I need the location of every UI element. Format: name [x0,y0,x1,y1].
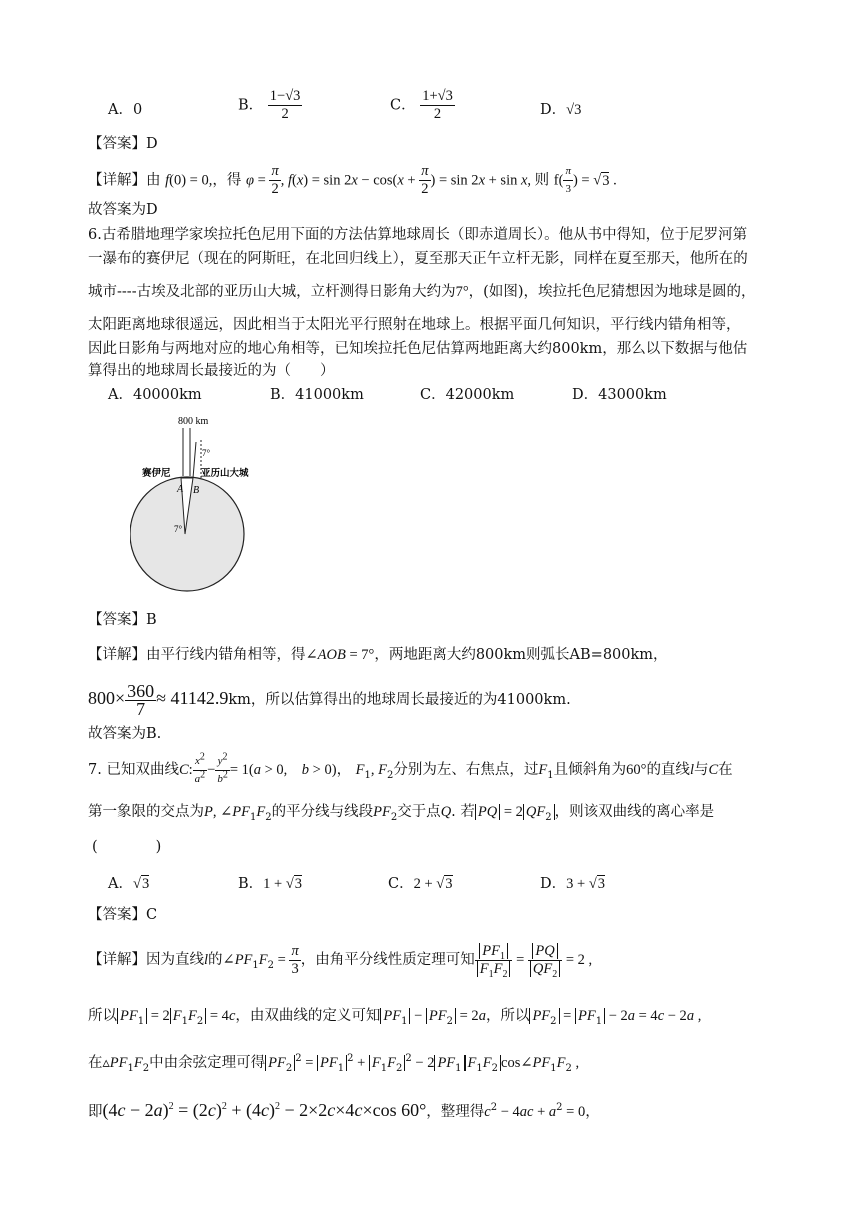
q7-option-c-label: C． [388,876,414,892]
q6-line-3b: ，(如图)，埃拉托色尼猜想因为地球是圆的， [468,284,756,300]
q7-line-1-tail4: 与 [693,762,709,778]
q7-line-1-tail: 分别为左、右焦点，过 [393,762,539,778]
q7-answer: 【答案】C [88,907,158,923]
label-a: A [177,484,184,495]
q7-line-2-mid: 的平分线与线段 [271,804,374,820]
q6-detail-1: 【详解】由平行线内错角相等，得∠AOB = 7°，两地距离大约800km则弧长AB=800km， [88,647,668,663]
q7-option-d-label: D． [540,876,567,892]
q7-line-1-tail3: 的直线 [646,762,690,778]
q7-option-a: A．√3 [108,876,150,892]
q7-paren: ( ) [92,839,162,855]
q6-option-b: B．41000km [270,387,364,403]
q6-line-5: 因此日影角与两地对应的地心角相等，已知埃拉托色尼估算两地距离大约800km，那么以下数据与他估 [88,341,748,357]
q7-detail-1-mid2: ，由角平分线性质定理可知 [300,952,475,968]
q6-detail-2-right: ≈ 41142.9 [156,688,229,708]
q6-detail-2-tail: km，所以估算得出的地球周长最接近的为41000km. [228,692,571,708]
q6-detail-2-denominator: 7 [136,698,146,719]
q7-detail-4-head: 即 [88,1104,103,1120]
q5-option-b-numerator: 1−√3 [269,88,301,104]
q7-detail-2-mid: ，由双曲线的定义可知 [235,1008,381,1024]
q6-detail-2 [88,676,571,722]
q7-line-2-mid3: . 若 [451,804,475,820]
q7-option-c: C．2 + √3 [388,876,453,892]
q6-conclusion: 故答案为B. [88,726,162,742]
q7-option-d: D．3 + √3 [540,876,606,892]
label-800km: 800 km [178,416,209,427]
q5-option-c-denominator: 2 [433,106,442,122]
q6-line-3a: 城市----古埃及北部的亚历山大城，立杆测得日影角大约为 [88,284,456,300]
label-syene: 赛伊尼 [142,468,171,479]
q6-option-a: A．40000km [108,387,202,403]
q5-option-c-label: C． [390,97,416,114]
q7-detail-3: 在$▵PF_1F_2$中由余弦定理可得 $PF_2^2 = PF_1^2 + F_1F_2^2 - 2$ $PF_1$ $F_1F_2$ $\cos\angle PF_1F_2$ , [88,1053,580,1074]
q5-detail: 【详解】由 f(0) = 0,，得 φ = $\frac{\pi}{2}$ , f(x) = sin 2x − cos(x + $\frac{\pi}{2}$ ) = sin 2x + sin x, 则 f( $\frac{\pi}{3}$ ) = √3 . [88,163,617,197]
q6-detail-1b: ，两地距离大约800km则弧长AB=800km， [374,647,668,663]
q5-option-d-label: D． [540,102,567,118]
q6-option-c: C．42000km [420,387,515,403]
q5-detail-head: 【详解】由 [88,172,161,189]
q7-detail-4: 即$(4c - 2a)^2 = (2c)^2 + (4c)^2 - 2\times 2c\times 4c\times\cos$ 60°，整理得$c^2 - 4ac + a^2 = 0$， [88,1100,600,1120]
q7-detail-3-mid: 中由余弦定理可得 [149,1055,266,1071]
q6-line-4: 太阳距离地球很遥远，因此相当于太阳光平行照射在地球上。根据平面几何知识，平行线内错角相等， [88,317,741,333]
q6-option-d: D．43000km [572,387,667,403]
q7-line-2-head: 第一象限的交点为 [88,804,204,820]
stick-line [193,442,196,478]
q7-detail-2-mid2: ，所以 [485,1008,530,1024]
q5-conclusion: 故答案为D [88,202,158,218]
q7-detail-3-head: 在 [88,1055,103,1071]
q6-line-3: 城市----古埃及北部的亚历山大城，立杆测得日影角大约为7°，(如图)，埃拉托色尼猜想因为地球是圆的， [88,284,756,300]
q7-line-1-mid: ， [336,762,352,778]
q7-detail-1-head: 【详解】因为直线 [88,952,204,968]
q6-line-2: 一瀑布的赛伊尼（现在的阿斯旺，在北回归线上），夏至那天正午立杆无影，同样在夏至那天，他所在的 [88,251,748,267]
q5-detail-text1: ，得 [212,172,242,189]
label-angle-center: 7° [174,524,183,534]
q7-detail-4-tail: ， [585,1104,600,1120]
q6-detail-2-left: 800× [88,688,126,708]
q7-line-1-tail5: 在 [718,762,733,778]
q7-detail-4-mid: ，整理得 [426,1104,485,1120]
q6-answer: 【答案】B [88,612,157,628]
q5-option-d-value: √3 [566,102,582,118]
q7-detail-2: 所以 $PF_1 = 2$ $F_1F_2 = 4c$，由双曲线的定义可知 $PF_1 - PF_2 = 2a$，所以 $PF_2 = PF_1 - 2a = 4c - 2a$ , [88,1008,702,1027]
q5-option-d [540,98,581,119]
q5-detail-text2: 则 [534,172,550,189]
q7-line-1: 7. 已知双曲线C: $\frac{x^2}{a^2}$ − $\frac{y^2}{b^2}$ = 1(a > 0, b > 0)， $F_1$, $F_2$分别为左、右焦点，过$F_1$且倾斜角为60°的直线l与C在 [88,750,733,785]
label-b: B [193,485,200,496]
q6-detail-2-numerator: 360 [127,680,155,701]
q7-option-b: B．1 + √3 [238,876,303,892]
q5-option-a: A．0 [108,102,143,118]
label-alexandria: 亚历山大城 [201,468,249,479]
q7-line-2-mid2: 交于点 [397,804,441,820]
q7-line-1-tail2: 且倾斜角为 [553,762,627,778]
q7-line-2: 第一象限的交点为P, $\angle PF_1F_2$的平分线与线段$PF_2$交于点Q. 若 PQ = 2 $QF_2$ ，则该双曲线的离心率是 [88,804,715,823]
q6-detail-1a: 【详解】由平行线内错角相等，得 [88,647,306,663]
q7-detail-2-head: 所以 [88,1008,117,1024]
q5-option-b-denominator: 2 [281,106,289,122]
q6-line-1: 6.古希腊地理学家埃拉托色尼用下面的方法估算地球周长（即赤道周长）。他从书中得知，位于尼罗河第 [88,227,748,243]
q7-detail-1: 【详解】因为直线l的$\angle PF_1F_2$ = $\frac{\pi}{3}$ ，由角平分线性质定理可知 $\frac{PF_1}{F_1F_2}$ = $\frac{PQ}{QF_2}$ = 2 , [88,942,593,980]
q5-option-b [238,88,302,123]
q5-option-c-numerator: 1+√3 [422,88,453,104]
q7-option-b-label: B． [238,876,264,892]
q5-answer: 【答案】D [88,136,158,152]
q7-option-a-label: A． [108,876,133,892]
q6-line-6: 算得出的地球周长最接近的为（ ） [88,363,335,379]
q7-detail-1-mid: 的 [208,952,223,968]
q5-option-b-label: B． [238,97,264,114]
q7-line-1-head: 7. 已知双曲线 [88,762,179,778]
q6-earth-figure [130,412,260,598]
q7-line-2-tail: ，则该双曲线的离心率是 [554,804,715,820]
q5-option-c [390,88,455,123]
label-angle-top: 7° [202,448,211,458]
